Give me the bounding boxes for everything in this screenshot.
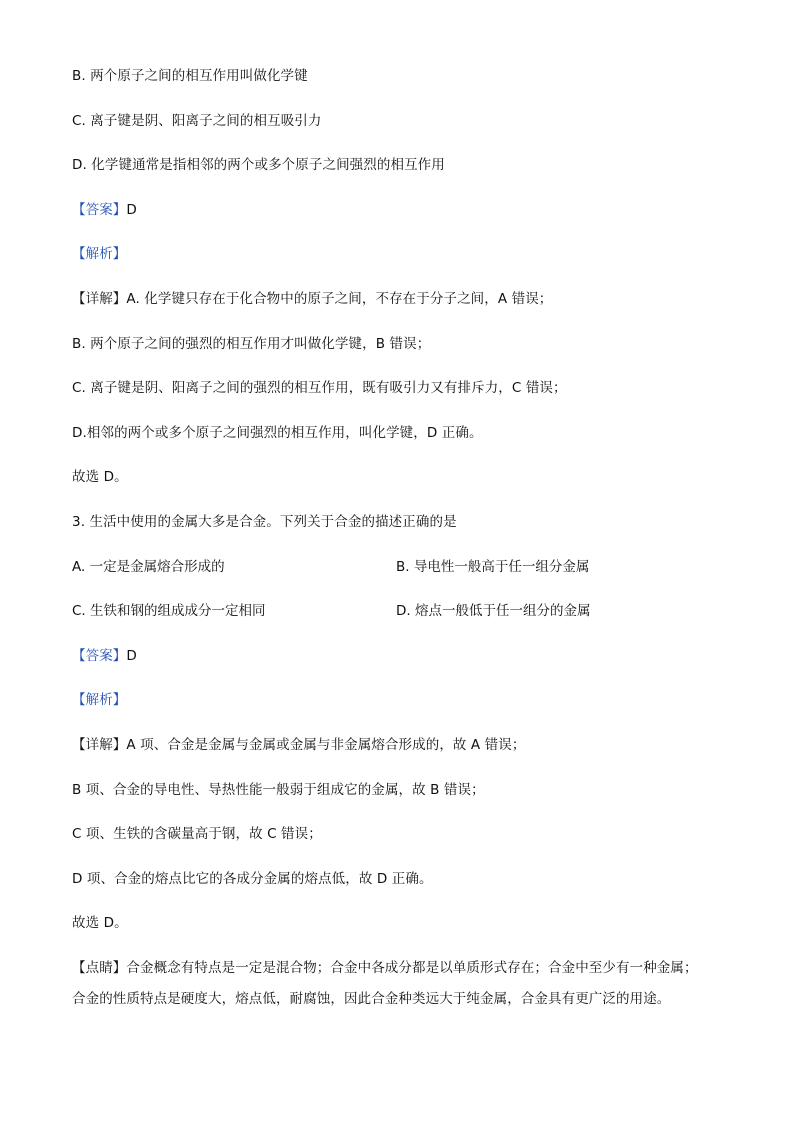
q3-comment-tag: 【点睛】	[72, 960, 127, 976]
q2-option-c: C. 离子键是阴、阳离子之间的相互吸引力	[72, 113, 322, 129]
q2-analysis-tag: 【解析】	[72, 246, 127, 262]
q2-answer-value: D	[126, 202, 137, 218]
q3-option-c: C. 生铁和钢的组成成分一定相同	[72, 603, 266, 619]
q2-detail-line-1	[72, 289, 552, 309]
q2-option-b: B. 两个原子之间的相互作用叫做化学键	[72, 68, 308, 84]
q3-stem: 3. 生活中使用的金属大多是合金。下列关于合金的描述正确的是	[72, 514, 457, 530]
q2-analysis-line	[72, 244, 126, 264]
q3-analysis-line	[72, 690, 126, 710]
q3-option-b: B. 导电性一般高于任一组分金属	[396, 559, 590, 575]
q2-detail-line-2: B. 两个原子之间的强烈的相互作用才叫做化学键，B 错误；	[72, 336, 431, 352]
q3-analysis-tag: 【解析】	[72, 692, 127, 708]
q2-answer-line	[72, 200, 137, 220]
q3-detail-tag: 【详解】	[72, 737, 127, 753]
q2-detail-line-4: D.相邻的两个或多个原子之间强烈的相互作用，叫化学键，D 正确。	[72, 425, 483, 441]
q2-detail-line-3: C. 离子键是阴、阳离子之间的强烈的相互作用，既有吸引力又有排斥力，C 错误；	[72, 380, 567, 396]
q2-option-d: D. 化学键通常是指相邻的两个或多个原子之间强烈的相互作用	[72, 157, 445, 173]
q3-detail-line-2: B 项、合金的导电性、导热性能一般弱于组成它的金属，故 B 错误；	[72, 782, 485, 798]
q3-option-a: A. 一定是金属熔合形成的	[72, 559, 225, 575]
q3-answer-line	[72, 646, 137, 666]
q3-answer-value: D	[126, 648, 137, 664]
q2-conclusion: 故选 D。	[72, 469, 128, 485]
q3-option-d: D. 熔点一般低于任一组分的金属	[396, 603, 591, 619]
q3-detail-text-1: A 项、合金是金属与金属或金属与非金属熔合形成的，故 A 错误；	[126, 737, 526, 753]
q3-detail-line-3: C 项、生铁的含碳量高于钢，故 C 错误；	[72, 826, 322, 842]
q3-comment-line-1	[72, 958, 698, 978]
q3-answer-tag: 【答案】	[72, 648, 127, 664]
q3-comment-line-2: 合金的性质特点是硬度大，熔点低，耐腐蚀，因此合金种类远大于纯金属，合金具有更广泛的用途。	[72, 991, 671, 1007]
q2-detail-tag: 【详解】	[72, 291, 127, 307]
q3-conclusion: 故选 D。	[72, 915, 128, 931]
q2-answer-tag: 【答案】	[72, 202, 127, 218]
q2-detail-text-1: A. 化学键只存在于化合物中的原子之间，不存在于分子之间，A 错误；	[126, 291, 553, 307]
q3-detail-line-1	[72, 735, 525, 755]
q3-comment-text-1: 合金概念有特点是一定是混合物；合金中各成分都是以单质形式存在；合金中至少有一种金属；	[126, 960, 698, 976]
q3-detail-line-4: D 项、合金的熔点比它的各成分金属的熔点低，故 D 正确。	[72, 871, 433, 887]
